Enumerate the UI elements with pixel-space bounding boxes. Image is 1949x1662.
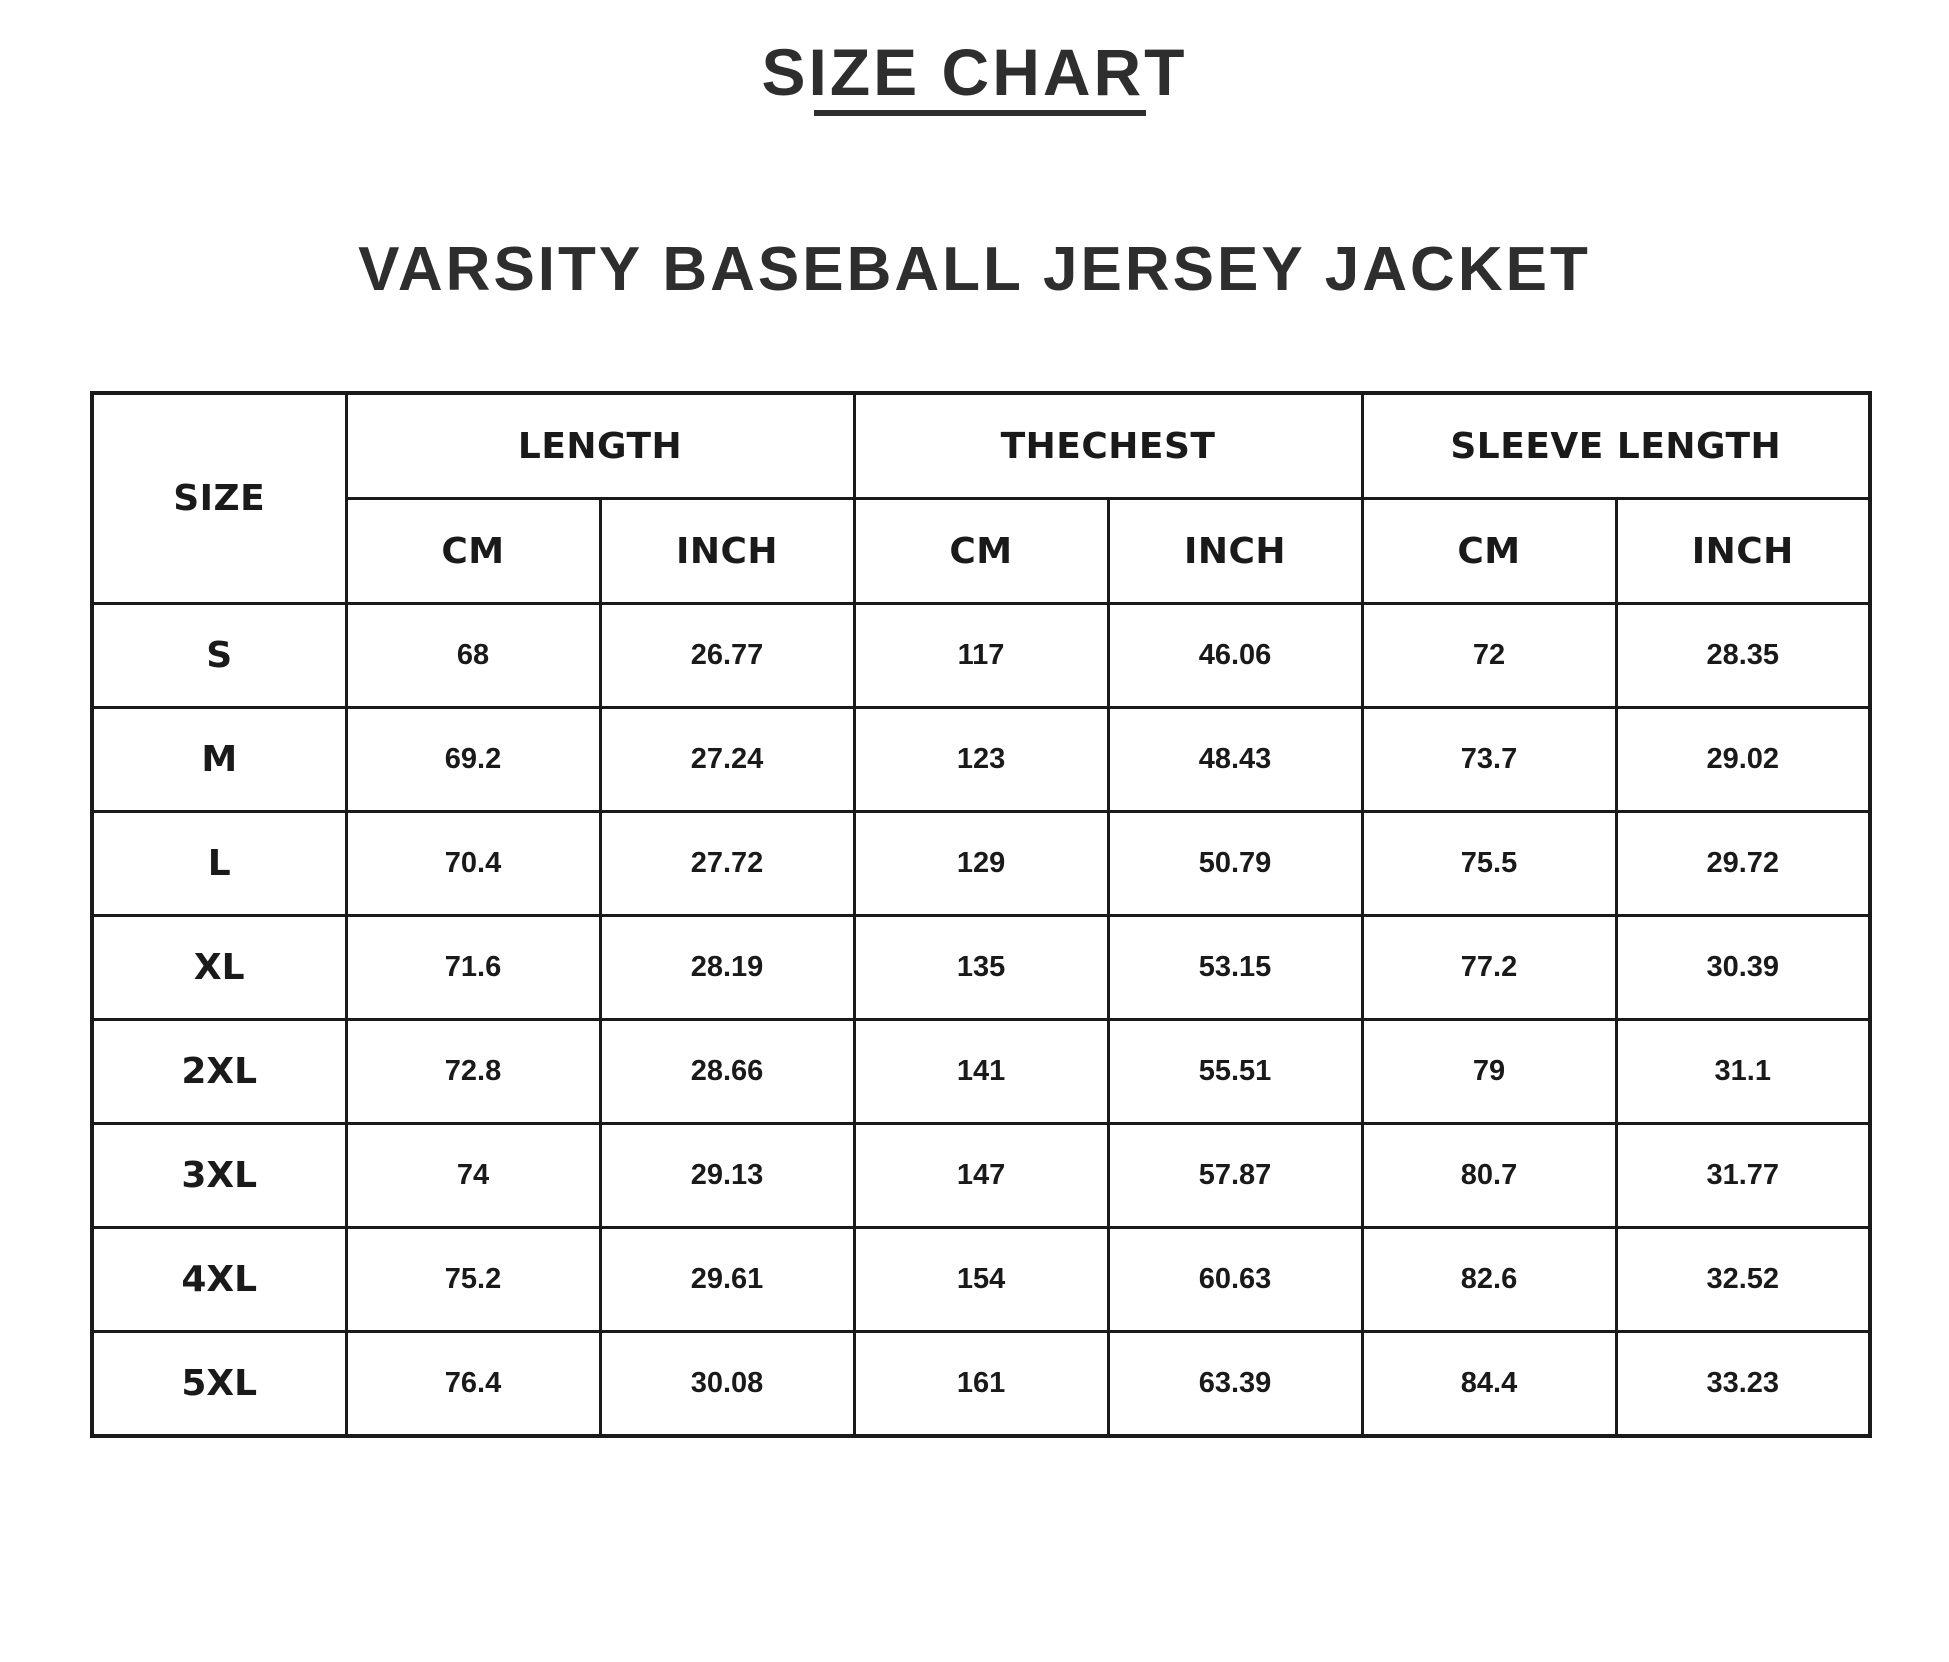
measurement-cell: 72	[1362, 604, 1616, 708]
unit-header: CM	[854, 499, 1108, 604]
size-cell: S	[92, 604, 346, 708]
measurement-cell: 69.2	[346, 708, 600, 812]
measurement-cell: 28.66	[600, 1020, 854, 1124]
measurement-cell: 29.72	[1616, 812, 1870, 916]
measurement-cell: 26.77	[600, 604, 854, 708]
unit-header-row	[92, 499, 1870, 604]
measurement-cell: 70.4	[346, 812, 600, 916]
measurement-cell: 29.13	[600, 1124, 854, 1228]
size-cell: 5XL	[92, 1332, 346, 1437]
unit-header: INCH	[1108, 499, 1362, 604]
title-underline	[814, 110, 1146, 116]
measurement-cell: 79	[1362, 1020, 1616, 1124]
table-row	[92, 604, 1870, 708]
size-cell: 3XL	[92, 1124, 346, 1228]
measurement-cell: 154	[854, 1228, 1108, 1332]
measurement-cell: 141	[854, 1020, 1108, 1124]
table-row	[92, 1020, 1870, 1124]
table-row	[92, 812, 1870, 916]
measurement-cell: 27.72	[600, 812, 854, 916]
table-row	[92, 916, 1870, 1020]
measurement-cell: 60.63	[1108, 1228, 1362, 1332]
measurement-cell: 28.35	[1616, 604, 1870, 708]
measurement-cell: 135	[854, 916, 1108, 1020]
table-row	[92, 1124, 1870, 1228]
group-header-length: LENGTH	[346, 393, 854, 499]
unit-header: INCH	[1616, 499, 1870, 604]
measurement-cell: 57.87	[1108, 1124, 1362, 1228]
group-header-row	[92, 393, 1870, 499]
page-title: SIZE CHART	[761, 35, 1188, 109]
measurement-cell: 76.4	[346, 1332, 600, 1437]
measurement-cell: 74	[346, 1124, 600, 1228]
measurement-cell: 80.7	[1362, 1124, 1616, 1228]
size-column-header: SIZE	[92, 393, 346, 604]
measurement-cell: 53.15	[1108, 916, 1362, 1020]
measurement-cell: 84.4	[1362, 1332, 1616, 1437]
measurement-cell: 29.02	[1616, 708, 1870, 812]
measurement-cell: 72.8	[346, 1020, 600, 1124]
size-table	[90, 391, 1872, 1438]
size-cell: L	[92, 812, 346, 916]
measurement-cell: 50.79	[1108, 812, 1362, 916]
measurement-cell: 68	[346, 604, 600, 708]
table-row	[92, 1332, 1870, 1437]
measurement-cell: 77.2	[1362, 916, 1616, 1020]
unit-header: CM	[1362, 499, 1616, 604]
measurement-cell: 75.2	[346, 1228, 600, 1332]
size-cell: XL	[92, 916, 346, 1020]
unit-header: CM	[346, 499, 600, 604]
measurement-cell: 55.51	[1108, 1020, 1362, 1124]
measurement-cell: 82.6	[1362, 1228, 1616, 1332]
group-header-chest: THECHEST	[854, 393, 1362, 499]
size-cell: M	[92, 708, 346, 812]
size-cell: 2XL	[92, 1020, 346, 1124]
measurement-cell: 33.23	[1616, 1332, 1870, 1437]
measurement-cell: 28.19	[600, 916, 854, 1020]
measurement-cell: 30.39	[1616, 916, 1870, 1020]
measurement-cell: 31.1	[1616, 1020, 1870, 1124]
table-row	[92, 1228, 1870, 1332]
measurement-cell: 48.43	[1108, 708, 1362, 812]
table-row	[92, 708, 1870, 812]
table-body	[92, 604, 1870, 1437]
size-cell: 4XL	[92, 1228, 346, 1332]
measurement-cell: 71.6	[346, 916, 600, 1020]
unit-header: INCH	[600, 499, 854, 604]
measurement-cell: 63.39	[1108, 1332, 1362, 1437]
measurement-cell: 27.24	[600, 708, 854, 812]
measurement-cell: 30.08	[600, 1332, 854, 1437]
product-title: VARSITY BASEBALL JERSEY JACKET	[358, 235, 1591, 304]
measurement-cell: 75.5	[1362, 812, 1616, 916]
measurement-cell: 29.61	[600, 1228, 854, 1332]
measurement-cell: 123	[854, 708, 1108, 812]
measurement-cell: 161	[854, 1332, 1108, 1437]
measurement-cell: 46.06	[1108, 604, 1362, 708]
measurement-cell: 117	[854, 604, 1108, 708]
measurement-cell: 32.52	[1616, 1228, 1870, 1332]
measurement-cell: 73.7	[1362, 708, 1616, 812]
measurement-cell: 147	[854, 1124, 1108, 1228]
measurement-cell: 129	[854, 812, 1108, 916]
group-header-sleeve-length: SLEEVE LENGTH	[1362, 393, 1870, 499]
measurement-cell: 31.77	[1616, 1124, 1870, 1228]
